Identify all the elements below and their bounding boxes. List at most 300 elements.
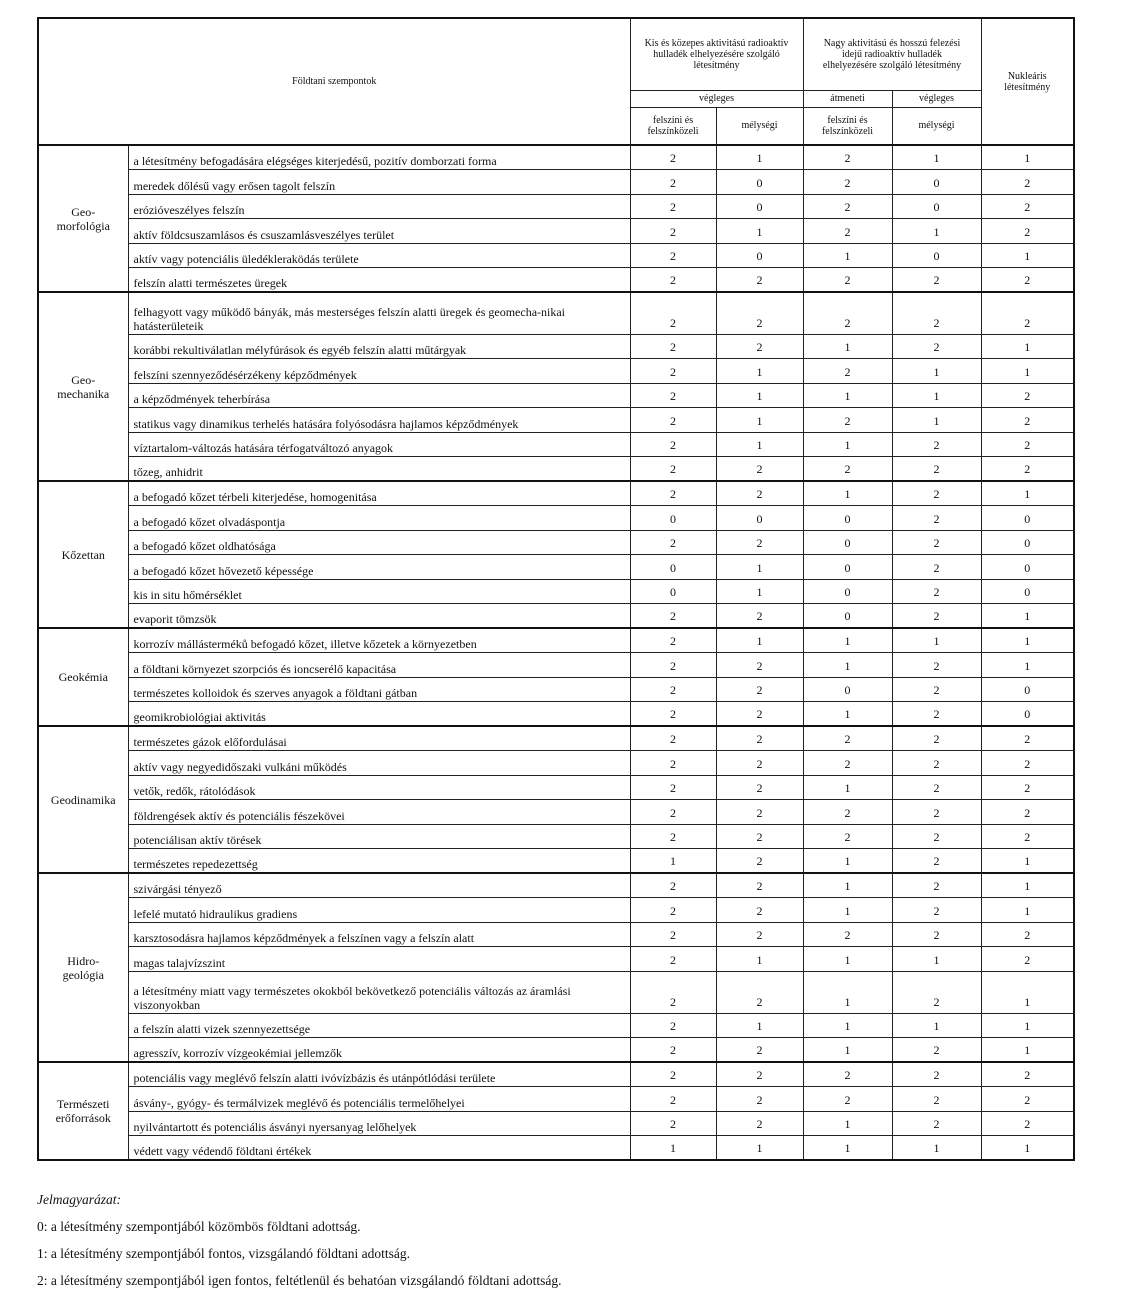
rating-cell: 2	[892, 898, 981, 923]
criterion-label: a befogadó kőzet térbeli kiterjedése, homogenitása	[128, 481, 630, 506]
rating-cell: 2	[981, 1062, 1074, 1087]
rating-cell: 2	[630, 628, 716, 653]
criterion-label: felszín alatti természetes üregek	[128, 268, 630, 293]
rating-cell: 2	[892, 677, 981, 702]
rating-cell: 0	[981, 579, 1074, 604]
rating-cell: 2	[892, 873, 981, 898]
rating-cell: 2	[981, 292, 1074, 334]
table-row	[38, 457, 1074, 482]
table-row	[38, 800, 1074, 825]
table-row	[38, 1062, 1074, 1087]
rating-cell: 2	[803, 145, 892, 170]
rating-cell: 1	[981, 1136, 1074, 1161]
header-deep-2: mélységi	[892, 107, 981, 145]
rating-cell: 2	[892, 922, 981, 947]
criterion-label: a befogadó kőzet hővezető képessége	[128, 555, 630, 580]
criterion-label: a földtani környezet szorpciós és ioncserélő kapacitása	[128, 653, 630, 678]
rating-cell: 2	[630, 481, 716, 506]
rating-cell: 2	[981, 800, 1074, 825]
rating-cell: 2	[716, 1111, 803, 1136]
criterion-label: a képződmények teherbírása	[128, 383, 630, 408]
rating-cell: 1	[803, 653, 892, 678]
rating-cell: 2	[803, 1087, 892, 1112]
rating-cell: 2	[630, 1087, 716, 1112]
rating-cell: 1	[892, 1136, 981, 1161]
header-surface-1: felszíni és felszínközeli	[630, 107, 716, 145]
criterion-label: tőzeg, anhidrit	[128, 457, 630, 482]
rating-cell: 0	[892, 194, 981, 219]
rating-cell: 2	[716, 481, 803, 506]
table-row	[38, 432, 1074, 457]
rating-cell: 1	[803, 432, 892, 457]
rating-cell: 2	[630, 947, 716, 972]
rating-cell: 2	[716, 775, 803, 800]
table-row	[38, 628, 1074, 653]
rating-cell: 1	[803, 1038, 892, 1063]
rating-cell: 0	[630, 555, 716, 580]
rating-cell: 0	[716, 194, 803, 219]
header-group-low-medium: Kis és közepes aktivitású radioaktív hulladék elhelyezésére szolgáló létesítmény	[630, 18, 803, 90]
rating-cell: 2	[981, 1111, 1074, 1136]
rating-cell: 0	[981, 506, 1074, 531]
rating-cell: 0	[716, 506, 803, 531]
rating-cell: 1	[803, 334, 892, 359]
rating-cell: 2	[630, 432, 716, 457]
rating-cell: 1	[892, 408, 981, 433]
rating-cell: 1	[716, 145, 803, 170]
rating-cell: 2	[803, 359, 892, 384]
criterion-label: ásvány-, gyógy- és termálvizek meglévő és potenciális termelőhelyei	[128, 1087, 630, 1112]
criterion-label: víztartalom-változás hatására térfogatváltozó anyagok	[128, 432, 630, 457]
rating-cell: 2	[803, 194, 892, 219]
rating-cell: 2	[630, 268, 716, 293]
rating-cell: 1	[803, 775, 892, 800]
table-row	[38, 653, 1074, 678]
rating-cell: 1	[803, 243, 892, 268]
criterion-label: a felszín alatti vizek szennyezettsége	[128, 1013, 630, 1038]
rating-cell: 1	[981, 1038, 1074, 1063]
rating-cell: 2	[630, 922, 716, 947]
table-row	[38, 334, 1074, 359]
rating-cell: 1	[716, 408, 803, 433]
rating-cell: 2	[803, 457, 892, 482]
rating-cell: 1	[716, 432, 803, 457]
rating-cell: 2	[716, 653, 803, 678]
rating-cell: 2	[803, 292, 892, 334]
rating-cell: 2	[803, 800, 892, 825]
rating-cell: 1	[892, 628, 981, 653]
rating-cell: 2	[892, 702, 981, 727]
rating-cell: 1	[981, 898, 1074, 923]
table-row	[38, 383, 1074, 408]
rating-cell: 2	[803, 170, 892, 195]
rating-cell: 2	[716, 1038, 803, 1063]
rating-cell: 2	[716, 898, 803, 923]
rating-cell: 1	[981, 653, 1074, 678]
rating-cell: 2	[716, 702, 803, 727]
rating-cell: 2	[630, 145, 716, 170]
rating-cell: 0	[630, 579, 716, 604]
rating-cell: 2	[981, 194, 1074, 219]
rating-cell: 2	[803, 268, 892, 293]
rating-cell: 2	[630, 530, 716, 555]
rating-cell: 2	[892, 1062, 981, 1087]
criterion-label: magas talajvízszint	[128, 947, 630, 972]
rating-cell: 2	[892, 1038, 981, 1063]
rating-cell: 0	[803, 506, 892, 531]
table-row	[38, 677, 1074, 702]
table-row	[38, 947, 1074, 972]
rating-cell: 0	[803, 579, 892, 604]
criterion-label: korrozív mállásterméků befogadó kőzet, illetve kőzetek a környezetben	[128, 628, 630, 653]
rating-cell: 2	[981, 457, 1074, 482]
rating-cell: 1	[803, 481, 892, 506]
table-row	[38, 1111, 1074, 1136]
rating-cell: 1	[981, 243, 1074, 268]
rating-cell: 1	[981, 359, 1074, 384]
table-row	[38, 292, 1074, 334]
rating-cell: 1	[803, 873, 892, 898]
category-cell: Geokémia	[38, 628, 128, 726]
rating-cell: 1	[716, 383, 803, 408]
criterion-label: felszíni szennyeződésérzékeny képződmények	[128, 359, 630, 384]
rating-cell: 2	[981, 1087, 1074, 1112]
criterion-label: statikus vagy dinamikus terhelés hatására folyósodásra hajlamos képződmények	[128, 408, 630, 433]
criterion-label: meredek dőlésű vagy erősen tagolt felszín	[128, 170, 630, 195]
rating-cell: 2	[630, 1038, 716, 1063]
rating-cell: 2	[716, 457, 803, 482]
table-row	[38, 604, 1074, 629]
table-row	[38, 726, 1074, 751]
legend-title: Jelmagyarázat:	[37, 1192, 121, 1207]
table-row	[38, 243, 1074, 268]
rating-cell: 2	[630, 775, 716, 800]
criterion-label: nyilvántartott és potenciális ásványi nyersanyag lelőhelyek	[128, 1111, 630, 1136]
header-vegleges-2: végleges	[892, 90, 981, 107]
rating-cell: 2	[892, 971, 981, 1013]
rating-cell: 2	[630, 751, 716, 776]
table-row	[38, 1013, 1074, 1038]
rating-cell: 1	[716, 947, 803, 972]
table-row	[38, 849, 1074, 874]
rating-cell: 0	[803, 555, 892, 580]
rating-cell: 2	[630, 873, 716, 898]
rating-cell: 2	[981, 408, 1074, 433]
rating-cell: 2	[981, 383, 1074, 408]
rating-cell: 0	[716, 243, 803, 268]
rating-cell: 2	[892, 653, 981, 678]
table-row	[38, 268, 1074, 293]
rating-cell: 1	[803, 1111, 892, 1136]
criterion-label: lefelé mutató hidraulikus gradiens	[128, 898, 630, 923]
rating-cell: 2	[981, 268, 1074, 293]
rating-cell: 2	[630, 170, 716, 195]
criterion-label: aktív földcsuszamlásos és csuszamlásveszélyes terület	[128, 219, 630, 244]
table-row	[38, 530, 1074, 555]
criterion-label: védett vagy védendő földtani értékek	[128, 1136, 630, 1161]
rating-cell: 2	[630, 1013, 716, 1038]
criterion-label: természetes gázok előfordulásai	[128, 726, 630, 751]
rating-cell: 2	[716, 530, 803, 555]
table-row	[38, 555, 1074, 580]
rating-cell: 1	[803, 383, 892, 408]
rating-cell: 2	[716, 677, 803, 702]
rating-cell: 2	[803, 824, 892, 849]
rating-cell: 2	[630, 1062, 716, 1087]
rating-cell: 0	[981, 555, 1074, 580]
rating-cell: 2	[630, 359, 716, 384]
criterion-label: potenciális vagy meglévő felszín alatti ivóvízbázis és utánpótlódási területe	[128, 1062, 630, 1087]
rating-cell: 2	[892, 268, 981, 293]
rating-cell: 2	[892, 1087, 981, 1112]
criterion-label: erózióveszélyes felszín	[128, 194, 630, 219]
rating-cell: 1	[981, 873, 1074, 898]
rating-cell: 2	[981, 775, 1074, 800]
rating-cell: 2	[716, 1087, 803, 1112]
table-row	[38, 219, 1074, 244]
rating-cell: 2	[716, 824, 803, 849]
rating-cell: 2	[981, 726, 1074, 751]
criterion-label: a befogadó kőzet olvadáspontja	[128, 506, 630, 531]
rating-cell: 2	[892, 849, 981, 874]
rating-cell: 2	[630, 800, 716, 825]
rating-cell: 2	[892, 506, 981, 531]
rating-cell: 2	[630, 408, 716, 433]
header-atmeneti: átmeneti	[803, 90, 892, 107]
rating-cell: 1	[716, 579, 803, 604]
rating-cell: 2	[630, 971, 716, 1013]
table-row	[38, 751, 1074, 776]
rating-cell: 2	[630, 677, 716, 702]
criterion-label: szivárgási tényező	[128, 873, 630, 898]
rating-cell: 2	[716, 873, 803, 898]
rating-cell: 2	[803, 751, 892, 776]
rating-cell: 2	[716, 971, 803, 1013]
rating-cell: 2	[803, 408, 892, 433]
rating-cell: 2	[716, 292, 803, 334]
header-main-column: Földtani szempontok	[38, 18, 630, 145]
rating-cell: 1	[892, 219, 981, 244]
category-cell: Geodinamika	[38, 726, 128, 873]
rating-cell: 2	[630, 334, 716, 359]
table-row	[38, 824, 1074, 849]
rating-cell: 2	[892, 481, 981, 506]
rating-cell: 2	[803, 219, 892, 244]
criterion-label: a létesítmény miatt vagy természetes okokból bekövetkező potenciális változás az áramlási viszonyokban	[128, 971, 630, 1013]
rating-cell: 2	[630, 292, 716, 334]
rating-cell: 0	[981, 702, 1074, 727]
rating-cell: 1	[630, 1136, 716, 1161]
rating-cell: 2	[892, 824, 981, 849]
rating-cell: 0	[892, 170, 981, 195]
rating-cell: 1	[981, 481, 1074, 506]
rating-cell: 0	[803, 530, 892, 555]
rating-cell: 1	[803, 947, 892, 972]
rating-cell: 2	[892, 530, 981, 555]
rating-cell: 2	[981, 432, 1074, 457]
rating-cell: 1	[803, 971, 892, 1013]
rating-cell: 2	[630, 457, 716, 482]
rating-cell: 2	[716, 268, 803, 293]
rating-cell: 0	[803, 677, 892, 702]
rating-cell: 2	[630, 702, 716, 727]
rating-cell: 2	[892, 1111, 981, 1136]
rating-cell: 1	[803, 1013, 892, 1038]
table-row	[38, 170, 1074, 195]
rating-cell: 2	[981, 824, 1074, 849]
header-nuclear: Nukleáris létesítmény	[981, 18, 1074, 145]
rating-cell: 1	[803, 702, 892, 727]
rating-cell: 1	[981, 849, 1074, 874]
table-row	[38, 775, 1074, 800]
rating-cell: 1	[716, 1013, 803, 1038]
rating-cell: 2	[716, 726, 803, 751]
rating-cell: 0	[892, 243, 981, 268]
criterion-label: karsztosodásra hajlamos képződmények a felszínen vagy a felszín alatt	[128, 922, 630, 947]
rating-cell: 2	[630, 243, 716, 268]
table-row	[38, 922, 1074, 947]
table-body	[38, 145, 1074, 1160]
rating-cell: 1	[981, 604, 1074, 629]
rating-cell: 2	[716, 922, 803, 947]
rating-cell: 2	[892, 579, 981, 604]
table-row	[38, 898, 1074, 923]
category-cell: Geo- mechanika	[38, 292, 128, 481]
rating-cell: 2	[630, 653, 716, 678]
rating-cell: 1	[981, 1013, 1074, 1038]
rating-cell: 2	[892, 800, 981, 825]
rating-cell: 2	[716, 849, 803, 874]
rating-cell: 2	[630, 898, 716, 923]
rating-cell: 2	[716, 1062, 803, 1087]
rating-cell: 2	[892, 432, 981, 457]
rating-cell: 2	[892, 775, 981, 800]
rating-cell: 2	[981, 947, 1074, 972]
table-row	[38, 579, 1074, 604]
criteria-document	[37, 17, 1073, 1161]
rating-cell: 1	[892, 145, 981, 170]
table-row	[38, 408, 1074, 433]
criterion-label: agresszív, korrozív vízgeokémiai jellemzők	[128, 1038, 630, 1063]
rating-cell: 2	[630, 1111, 716, 1136]
criterion-label: földrengések aktív és potenciális fészekövei	[128, 800, 630, 825]
rating-cell: 1	[803, 628, 892, 653]
rating-cell: 0	[981, 530, 1074, 555]
criterion-label: a létesítmény befogadására elégséges kiterjedésű, pozitív domborzati forma	[128, 145, 630, 170]
criterion-label: természetes kolloidok és szerves anyagok a földtani gátban	[128, 677, 630, 702]
rating-cell: 2	[981, 751, 1074, 776]
rating-cell: 1	[716, 628, 803, 653]
rating-cell: 2	[892, 555, 981, 580]
rating-cell: 2	[716, 800, 803, 825]
table-row	[38, 1087, 1074, 1112]
rating-cell: 2	[716, 751, 803, 776]
table-row	[38, 194, 1074, 219]
rating-cell: 2	[803, 1062, 892, 1087]
table-header	[38, 18, 1074, 145]
table-row	[38, 481, 1074, 506]
table-row	[38, 1136, 1074, 1161]
table-row	[38, 873, 1074, 898]
rating-cell: 2	[803, 726, 892, 751]
legend-item-1: 1: a létesítmény szempontjából fontos, vizsgálandó földtani adottság.	[37, 1246, 411, 1261]
rating-cell: 0	[630, 506, 716, 531]
table-row	[38, 1038, 1074, 1063]
rating-cell: 2	[630, 383, 716, 408]
rating-cell: 2	[892, 726, 981, 751]
rating-cell: 0	[803, 604, 892, 629]
rating-cell: 2	[630, 219, 716, 244]
table-row	[38, 702, 1074, 727]
rating-cell: 2	[630, 824, 716, 849]
rating-cell: 1	[803, 849, 892, 874]
rating-cell: 2	[630, 604, 716, 629]
rating-cell: 2	[892, 751, 981, 776]
category-cell: Hidro- geológia	[38, 873, 128, 1062]
criterion-label: természetes repedezettség	[128, 849, 630, 874]
rating-cell: 2	[981, 219, 1074, 244]
header-vegleges: végleges	[630, 90, 803, 107]
rating-cell: 2	[892, 292, 981, 334]
rating-cell: 2	[892, 604, 981, 629]
criterion-label: potenciálisan aktív törések	[128, 824, 630, 849]
table-row	[38, 506, 1074, 531]
rating-cell: 1	[981, 334, 1074, 359]
rating-cell: 1	[716, 555, 803, 580]
criterion-label: aktív vagy potenciális üledékleraködás területe	[128, 243, 630, 268]
criterion-label: vetők, redők, rátolódások	[128, 775, 630, 800]
rating-cell: 1	[716, 219, 803, 244]
rating-cell: 0	[716, 170, 803, 195]
criterion-label: geomikrobiológiai aktivitás	[128, 702, 630, 727]
rating-cell: 1	[981, 628, 1074, 653]
rating-cell: 1	[892, 383, 981, 408]
rating-cell: 2	[892, 334, 981, 359]
rating-cell: 1	[716, 359, 803, 384]
rating-cell: 1	[892, 359, 981, 384]
legend	[37, 1186, 561, 1294]
rating-cell: 1	[803, 1136, 892, 1161]
criterion-label: aktív vagy negyedidőszaki vulkáni működés	[128, 751, 630, 776]
rating-cell: 2	[630, 726, 716, 751]
legend-item-2: 2: a létesítmény szempontjából igen fontos, feltétlenül és behatóan vizsgálandó földtani adottság.	[37, 1273, 562, 1288]
header-deep-1: mélységi	[716, 107, 803, 145]
criterion-label: felhagyott vagy működő bányák, más mesterséges felszín alatti üregek és geomecha-nikai hatásterületeik	[128, 292, 630, 334]
category-cell: Kőzettan	[38, 481, 128, 628]
rating-cell: 1	[630, 849, 716, 874]
category-cell: Geo- morfológia	[38, 145, 128, 292]
rating-cell: 2	[981, 922, 1074, 947]
table-row	[38, 359, 1074, 384]
rating-cell: 2	[803, 922, 892, 947]
rating-cell: 1	[803, 898, 892, 923]
rating-cell: 1	[716, 1136, 803, 1161]
criterion-label: evaporit tömzsök	[128, 604, 630, 629]
rating-cell: 1	[892, 1013, 981, 1038]
criterion-label: a befogadó kőzet oldhatósága	[128, 530, 630, 555]
rating-cell: 2	[892, 457, 981, 482]
header-group-high: Nagy aktivitású és hosszú felezési idejű radioaktív hulladék elhelyezésére szolgáló létesítmény	[803, 18, 981, 90]
criterion-label: kis in situ hőmérséklet	[128, 579, 630, 604]
criterion-label: korábbi rekultiválatlan mélyfúrások és egyéb felszín alatti műtárgyak	[128, 334, 630, 359]
rating-cell: 2	[716, 334, 803, 359]
rating-cell: 1	[892, 947, 981, 972]
table-row	[38, 145, 1074, 170]
rating-cell: 0	[981, 677, 1074, 702]
legend-item-0: 0: a létesítmény szempontjából közömbös földtani adottság.	[37, 1219, 361, 1234]
header-surface-2: felszíni és felszínközeli	[803, 107, 892, 145]
category-cell: Természeti erőforrások	[38, 1062, 128, 1160]
